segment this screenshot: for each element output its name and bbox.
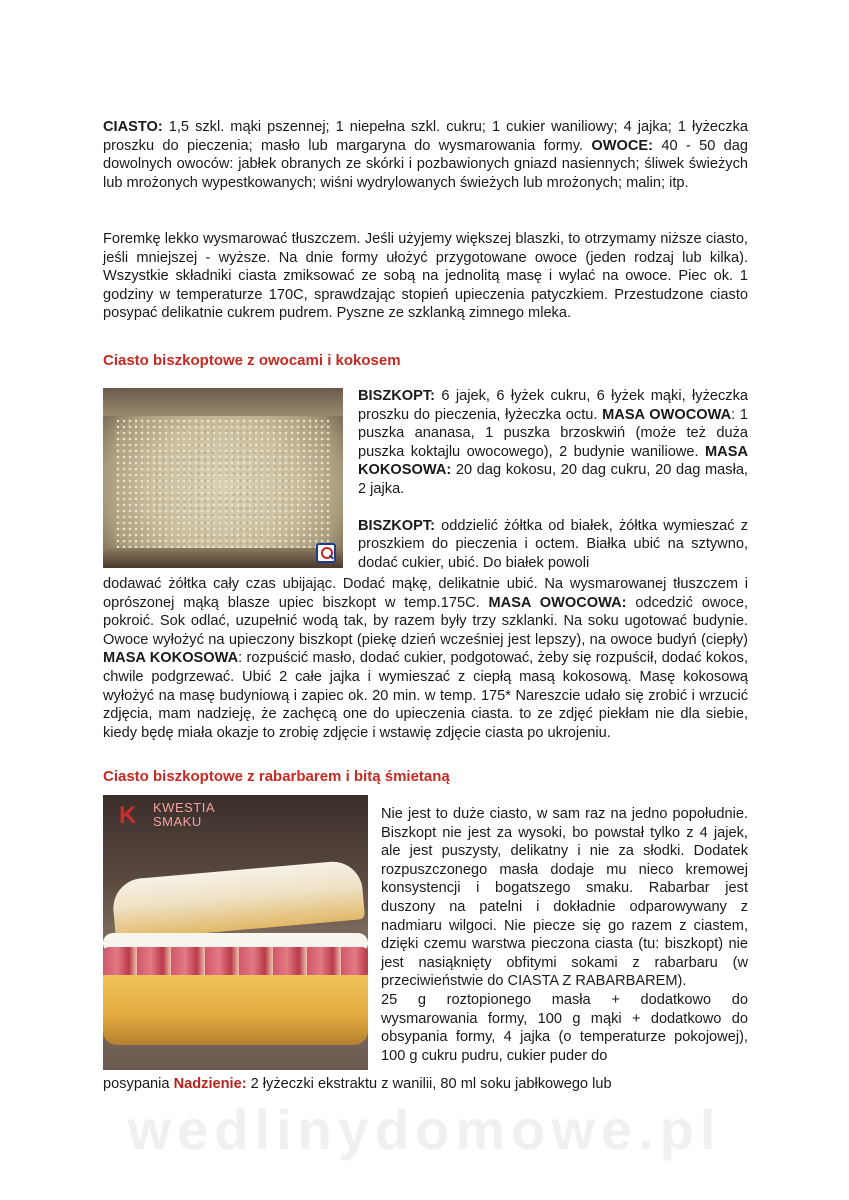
recipe2-title: Ciasto biszkoptowe z owocami i kokosem (103, 352, 401, 369)
masa-kokosowa-method-label: MASA KOKOSOWA (103, 650, 239, 667)
recipe2-ingredients (358, 387, 748, 499)
recipe3-description: Nie jest to duże ciasto, w sam raz na jedno popołudnie. Biszkopt nie jest za wysoki, bo powstał tylko z 4 jajek, ale jest puszysty, delikatny i nie za słodki. Dodatek rozpuszczonego masła dodaje mu nieco kremowej konsystencji i bogatszego smaku. Rabarbar jest duszony na patelni i dokładnie odparowywany z nadmiaru wilgoci. Nie piecze się go razem z ciastem, dzięki czemu warstwa pieczona ciasta (tu: biszkopt) nie jest nasiąknięty obfitymi sokami z rabarbaru (w przeciwieństwie do CIASTA Z RABARBAREM). (381, 806, 748, 990)
recipe1-instructions (103, 230, 748, 323)
ciasto-text: 1,5 szkl. mąki pszennej; 1 niepełna szkl. cukru; 1 cukier waniliowy; 4 jajka; 1 łyżeczka proszku do pieczenia; masło lub margaryna do wysmarowania formy. (103, 119, 748, 154)
photo-watermark-line1: KWESTIA (153, 800, 216, 815)
masa-kokosowa-text: 20 dag kokosu, 20 dag cukru, 20 dag masła, 2 jajka. (358, 462, 748, 497)
biszkopt-method-text: oddzielić żółtka od białek, żółtka wymieszać z proszkiem do pieczenia i octem. Białka ubić na sztywno, dodać cukier, ubić. Do białek powoli (358, 517, 748, 571)
photo-watermark-line2: SMAKU (153, 814, 202, 829)
rhubarb-cake-photo (103, 795, 368, 1070)
recipe1-instructions-text: Foremkę lekko wysmarować tłuszczem. Jeśli użyjemy większej blaszki, to otrzymamy niższe ciasto, jeśli mniejszej - wyższe. Na dnie formy ułożyć przygotowane owoce (jeden rodzaj lub kilka). Wszystkie składniki ciasta zmiksować ze sobą na jednolitą masę i wylać na owoce. Piec ok. 1 godziny w temperaturze 170C, sprawdzając stopień upieczenia patyczkiem. Przestudzone ciasto posypać delikatnie cukrem pudrem. Pyszne ze szklanką zimnego mleka. (103, 231, 748, 322)
masa-owocowa-label: MASA OWOCOWA (602, 406, 732, 423)
recipe3-ingredients-full (103, 1075, 748, 1094)
biszkopt-method-label: BISZKOPT: (358, 517, 436, 534)
coconut-cake-photo (103, 388, 343, 568)
owoce-label: OWOCE: (591, 137, 653, 154)
owoce-text: 40 - 50 dag dowolnych owoców: jabłek obranych ze skórki i pozbawionych gniazd nasiennych; śliwek świeżych lub mrożonych wypestkowanych; wiśni wydrylowanych świeżych lub mrożonych; malin; itp. (103, 137, 748, 191)
nadzienie-label: Nadzienie: (173, 1076, 247, 1092)
method-part3: : rozpuścić masło, dodać cukier, podgotować, żeby się rozpuścił, dodać kokos, chwile podgrzewać. Ubić 2 całe jajka i wymieszać z ciepłą masą kokosową. Masę kokosową wyłożyć na masę budyniową i zapiec ok. 20 min. w temp. 175* Nareszcie udało się zrobić i wrzucić zdjęcia, mam nadzieję, że zachęcą one do upieczenia ciasta. to ze zdjęć piekłam nie dla siebie, kiedy będę miała okazje to zrobię zdjęcie i wstawię zdjęcie ciasta po ukrojeniu. (103, 650, 749, 741)
zoom-icon[interactable] (316, 543, 336, 563)
masa-owocowa-text: : 1 puszka ananasa, 1 puszka brzoskwiń (może też duża puszka koktajlu owocowego), 2 budynie waniliowe. (358, 406, 748, 460)
biszkopt-label: BISZKOPT: (358, 388, 436, 404)
masa-kokosowa-label: MASA KOKOSOWA: (358, 443, 748, 479)
recipe3-title: Ciasto biszkoptowe z rabarbarem i bitą śmietaną (103, 768, 450, 785)
site-watermark: wedlinydomowe.pl (127, 1098, 722, 1161)
recipe3-side-text (381, 805, 748, 1065)
biszkopt-text: 6 jajek, 6 łyżek cukru, 6 łyżek mąki, łyżeczka proszku do pieczenia, łyżeczka octu. (358, 388, 748, 423)
ingredients-part2: 2 łyżeczki ekstraktu z wanilii, 80 ml soku jabłkowego lub (246, 1076, 612, 1092)
recipe3-ingredients-side: 25 g roztopionego masła + dodatkowo do wysmarowania formy, 100 g mąki + dodatkowo do obsypania formy, 4 jajka (o temperaturze pokojowej), 100 g cukru pudru, cukier puder do (381, 991, 748, 1064)
masa-owocowa-method-label: MASA OWOCOWA: (488, 594, 627, 611)
recipe2-method-side (358, 517, 748, 573)
photo-watermark-text (153, 801, 273, 829)
recipe2-side-text (358, 387, 748, 572)
photo-logo: K (119, 802, 137, 829)
ingredients-part1: posypania (103, 1076, 174, 1092)
ciasto-label: CIASTO: (103, 119, 163, 135)
recipe1-ingredients (103, 118, 748, 192)
method-part2: odcedzić owoce, pokroić. Sok odlać, uzupełnić wodą tak, by razem były trzy szklanki. Na soku ugotować budynie. Owoce wyłożyć na upieczony biszkopt (piekę dzień wcześniej jest lepszy), na owoce budyń (ciepły) (103, 594, 749, 648)
recipe2-method-full (103, 575, 748, 742)
method-part1: dodawać żółtka cały czas ubijając. Dodać mąkę, delikatnie ubić. Na wysmarowanej tłuszczem i oprószonej mąką blasze upiec biszkopt w temp.175C. (103, 576, 748, 611)
